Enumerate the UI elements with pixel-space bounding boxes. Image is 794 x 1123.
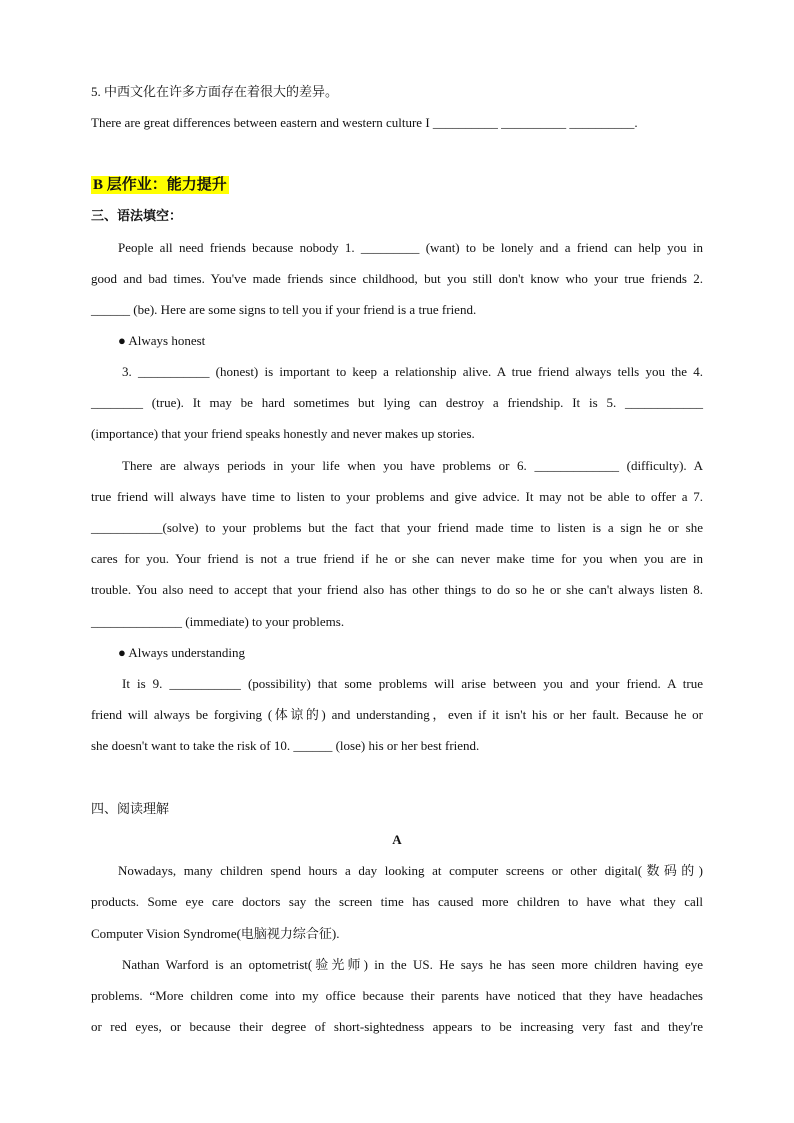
section-b-highlight: B 层作业：能力提升 — [93, 177, 227, 193]
section3-title: 三、语法填空： — [91, 208, 183, 223]
passage2-line: Nowadays, many children spend hours a day looking at computer screens or other digital(数码的) — [118, 863, 703, 878]
passage1-line: cares for you. Your friend is not a true friend if he or she can never make time for you when you are in — [91, 551, 703, 566]
passage1-line: ______________ (immediate) to your problems. — [91, 614, 345, 629]
passage1-line: true friend will always have time to listen to your problems and give advice. It may not be able to offer a 7. — [91, 489, 703, 504]
passage1-line: It is 9. ___________ (possibility) that some problems will arise between you and your friend. A true — [122, 676, 703, 691]
passage1-line: There are always periods in your life when you have problems or 6. _____________ (difficulty). A — [122, 458, 703, 473]
passage2-line: products. Some eye care doctors say the screen time has caused more children to have what they call — [91, 894, 703, 909]
passage1-line: ___________(solve) to your problems but the fact that your friend made time to listen is a sign he or she — [91, 520, 703, 535]
passage1-line: trouble. You also need to accept that your friend also has other things to do so he or she can't always listen 8. — [91, 582, 703, 597]
passage-letter: A — [392, 832, 402, 847]
q5-english: There are great differences between eastern and western culture I __________ __________ __________. — [91, 115, 638, 130]
passage1-line: good and bad times. You've made friends since childhood, but you still don't know who your true friends 2. — [91, 271, 703, 286]
passage2-line: problems. “More children come into my office because their parents have noticed that they have headaches — [91, 988, 703, 1003]
passage1-line: she doesn't want to take the risk of 10. ______ (lose) his or her best friend. — [91, 738, 480, 753]
passage1-line: (importance) that your friend speaks honestly and never makes up stories. — [91, 426, 475, 441]
passage1-line: friend will always be forgiving (体谅的) and understanding，even if it isn't his or her fault. Because he or — [91, 707, 703, 722]
passage2-line: Computer Vision Syndrome(电脑视力综合征). — [91, 926, 340, 941]
passage1-line: ______ (be). Here are some signs to tell you if your friend is a true friend. — [91, 302, 477, 317]
section-b-title — [91, 177, 703, 193]
passage1-line: ________ (true). It may be hard sometimes but lying can destroy a friendship. It is 5. ____________ — [91, 395, 703, 410]
passage1-line: 3. ___________ (honest) is important to keep a relationship alive. A true friend always tells you the 4. — [122, 364, 703, 379]
q5-chinese: 5. 中西文化在许多方面存在着很大的差异。 — [91, 84, 339, 99]
subheading-always-honest: ● Always honest — [118, 333, 206, 348]
passage1-line: People all need friends because nobody 1. _________ (want) to be lonely and a friend can help you in — [118, 240, 703, 255]
passage2-line: or red eyes, or because their degree of short-sightedness appears to be increasing very fast and they're — [91, 1019, 703, 1034]
section4-title: 四、阅读理解 — [91, 801, 170, 816]
subheading-always-understanding: ● Always understanding — [118, 645, 246, 660]
passage2-line: Nathan Warford is an optometrist(验光师) in the US. He says he has seen more children having eye — [122, 957, 703, 972]
